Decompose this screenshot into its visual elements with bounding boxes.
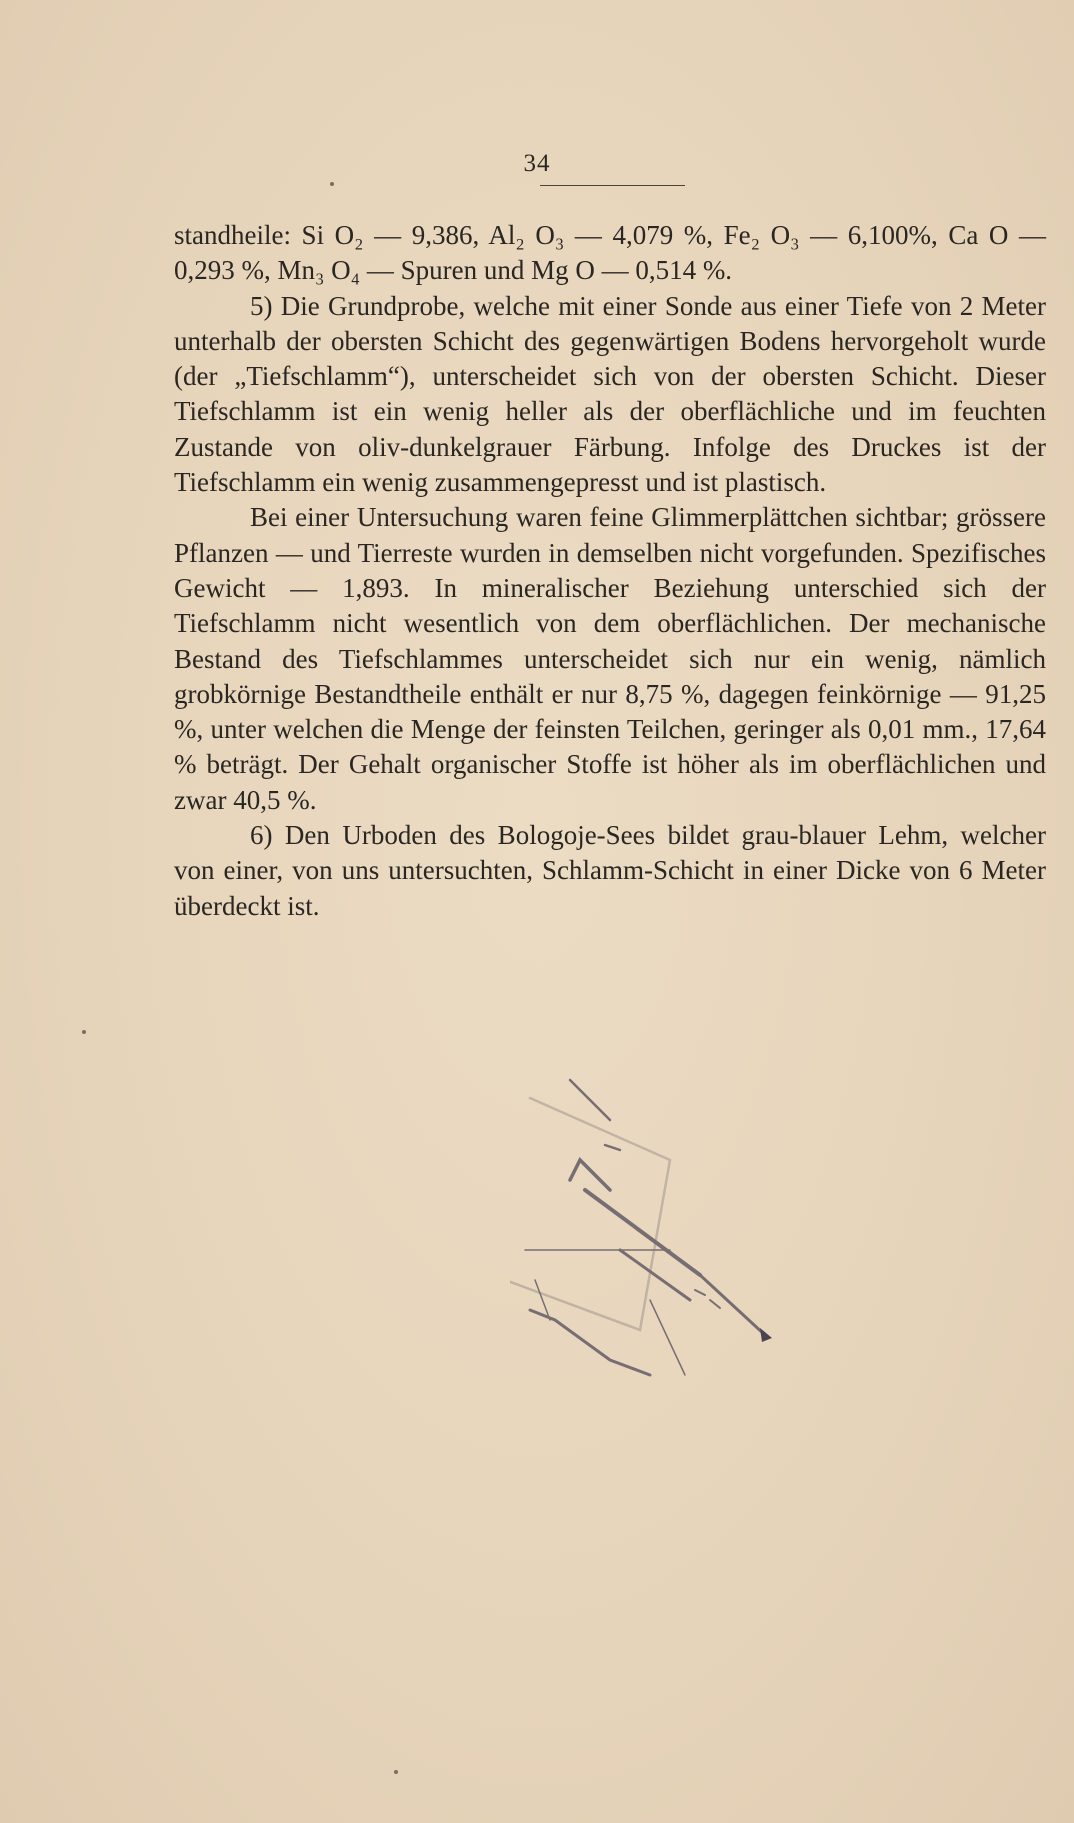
paragraph-continuation: standheile: Si O₂ — 9,386, Al₂ O₃ — 4,079 %, Fe₂ O₃ — 6,100%, Ca O — 0,293 %, Mn₃ O₄ — Spuren und Mg O — 0,514 %. [174, 220, 1046, 286]
speck [394, 1770, 398, 1774]
page-number: 34 [523, 150, 551, 177]
speck [82, 1030, 86, 1034]
speck [330, 182, 334, 186]
paragraph-6: 6) Den Urboden des Bologoje-Sees bildet grau-blauer Lehm, welcher von einer, von uns untersuchten, Schlamm-Schicht in einer Dicke von 6 Meter überdeckt ist. [174, 820, 1046, 921]
paragraph-5: 5) Die Grundprobe, welche mit einer Sonde aus einer Tiefe von 2 Meter unterhalb der obersten Schicht des gegenwärtigen Bodens hervorgeholt wurde (der „Tiefschlamm“), unterscheidet sich von der obersten Schicht. Dieser Tiefschlamm ist ein wenig heller als der oberflächliche und im feuchten Zustande von oliv-dunkelgrauer Färbung. Infolge des Druckes ist der Tiefschlamm ein wenig zusammengepresst und ist plastisch. [174, 290, 1046, 498]
library-stamp-icon [510, 1070, 850, 1400]
paragraph-microscopy: Bei einer Untersuchung waren feine Glimmerplättchen sichtbar; grössere Pflanzen — und Tierreste wurden in demselben nicht vorgefunden. Spezifisches Gewicht — 1,893. In mineralischer Beziehung unterschied sich der Tiefschlamm nicht wesentlich von dem oberflächlichen. Der mechanische Bestand des Tiefschlammes unterscheidet sich nur ein wenig, nämlich grobkörnige Bestandtheile enthält er nur 8,75 %, dagegen feinkörnige — 91,25 %, unter welchen die Menge der feinsten Teilchen, geringer als 0,01 mm., 17,64 % beträgt. Der Gehalt organischer Stoffe ist höher als im oberflächlichen und zwar 40,5 %. [174, 502, 1046, 815]
page-number-rule [540, 185, 685, 186]
body-text [174, 218, 1046, 924]
